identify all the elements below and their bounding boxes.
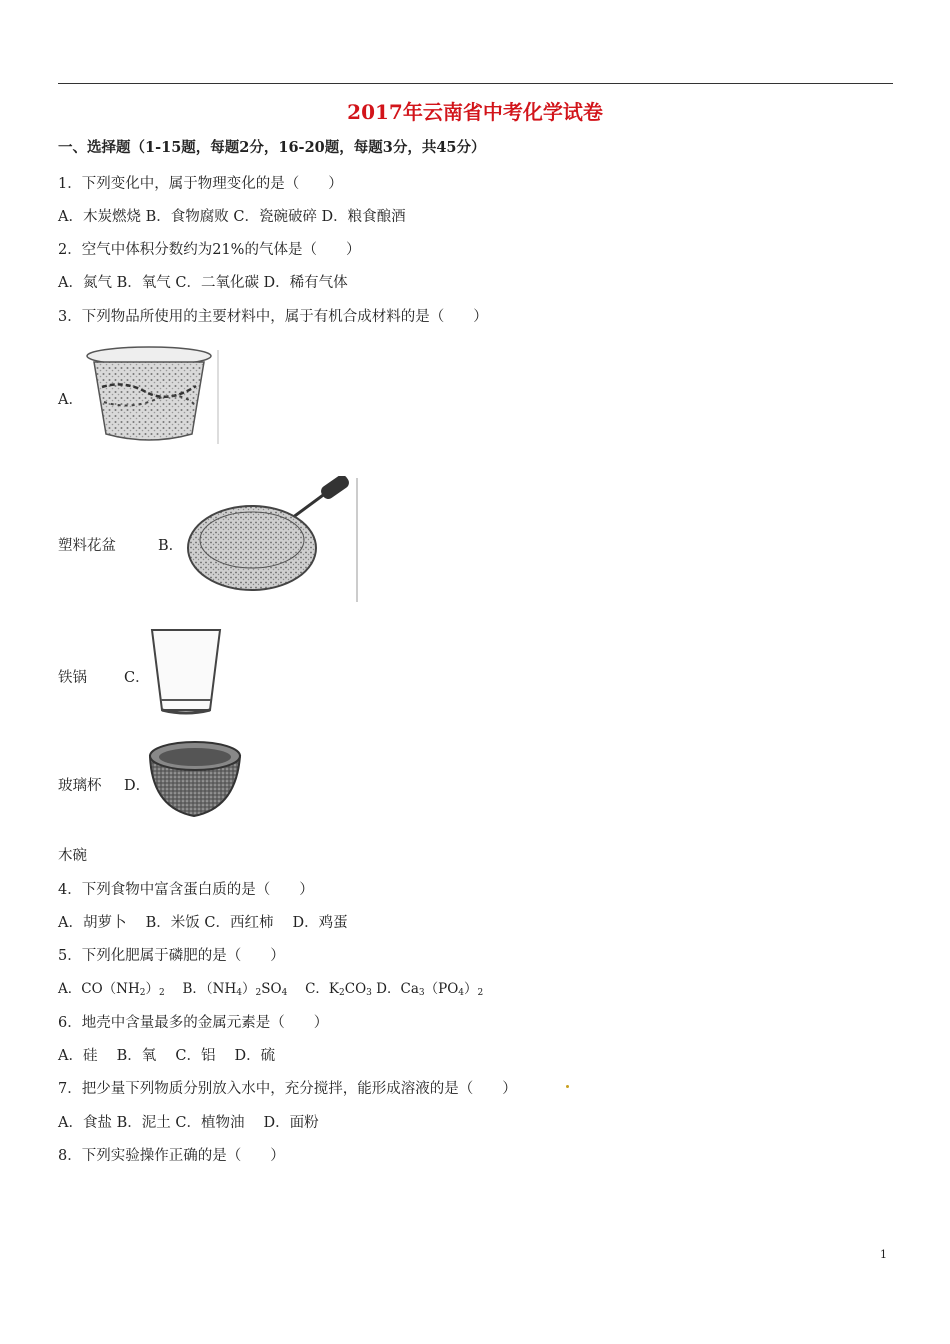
q4-options: A．胡萝卜 B．米饭 C．西红柿 D．鸡蛋 <box>58 915 348 931</box>
page-number: 1 <box>880 1248 887 1261</box>
q5-d-sub2: 4 <box>458 988 465 998</box>
q5-d-sub1: 3 <box>418 988 425 998</box>
q5-a-sub1: 2 <box>139 988 146 998</box>
q5-d-text: D．Ca <box>371 981 419 997</box>
q4-stem: 4．下列食物中富含蛋白质的是（ ） <box>58 882 314 898</box>
q5-b-text: B．（NH <box>164 981 237 997</box>
q1-stem: 1．下列变化中，属于物理变化的是（ ） <box>58 176 343 192</box>
q2-options: A．氮气 B．氧气 C．二氧化碳 D．稀有气体 <box>58 275 348 291</box>
q5-a-text: A．CO（NH <box>58 981 140 997</box>
q8-stem: 8．下列实验操作正确的是（ ） <box>58 1148 285 1164</box>
q5-a-sub2: 2 <box>158 988 165 998</box>
q5-c-sub2: 3 <box>366 988 372 998</box>
q5-d-text2: （PO <box>424 981 459 997</box>
q3-option-b-name: 铁锅 <box>58 670 87 686</box>
q5-c-sub1: 2 <box>339 988 345 998</box>
q5-a-text2: ） <box>145 981 159 997</box>
q7-stem: 7．把少量下列物质分别放入水中，充分搅拌，能形成溶液的是（ ） <box>58 1081 517 1097</box>
q1-options: A．木炭燃烧 B．食物腐败 C．瓷碗破碎 D．粮食酿酒 <box>58 209 406 225</box>
wok-image <box>180 476 362 604</box>
section-heading: 一、选择题（1-15题，每题2分，16-20题，每题3分，共45分） <box>58 139 486 156</box>
q3-stem: 3．下列物品所使用的主要材料中，属于有机合成材料的是（ ） <box>58 309 488 325</box>
q6-options: A．硅 B．氧 C．铝 D．硫 <box>58 1048 276 1064</box>
q3-option-b-label: B． <box>158 538 184 554</box>
q3-option-c-label: C． <box>124 670 150 686</box>
q5-d-text3: ） <box>464 981 478 997</box>
wooden-bowl-image <box>146 736 244 822</box>
top-rule <box>58 83 893 84</box>
q2-stem: 2．空气中体积分数约为21%的气体是（ ） <box>58 242 361 258</box>
q5-b-text2: ） <box>242 981 256 997</box>
q5-c-text: C．K <box>287 981 340 997</box>
q3-option-a-name: 塑料花盆 <box>58 538 116 554</box>
q5-d-sub3: 2 <box>477 988 484 998</box>
q5-options <box>58 977 483 998</box>
q5-stem: 5．下列化肥属于磷肥的是（ ） <box>58 948 285 964</box>
flower-pot-image <box>84 342 222 446</box>
stray-mark <box>566 1085 569 1088</box>
q3-option-c-name: 玻璃杯 <box>58 778 102 794</box>
q3-option-d-label: D． <box>124 778 151 794</box>
glass-cup-image <box>148 626 228 718</box>
q5-b-sub1: 4 <box>236 988 242 998</box>
q6-stem: 6．地壳中含量最多的金属元素是（ ） <box>58 1015 329 1031</box>
q3-option-a-label: A． <box>58 392 83 408</box>
q5-c-text2: CO <box>344 981 367 997</box>
q5-b-text3: SO <box>261 981 282 997</box>
q5-b-sub3: 4 <box>281 988 288 998</box>
q7-options: A．食盐 B．泥土 C．植物油 D．面粉 <box>58 1115 319 1131</box>
q3-option-d-name: 木碗 <box>58 848 87 864</box>
q5-b-sub2: 2 <box>255 988 262 998</box>
paper-title: 2017年云南省中考化学试卷 <box>347 100 603 124</box>
